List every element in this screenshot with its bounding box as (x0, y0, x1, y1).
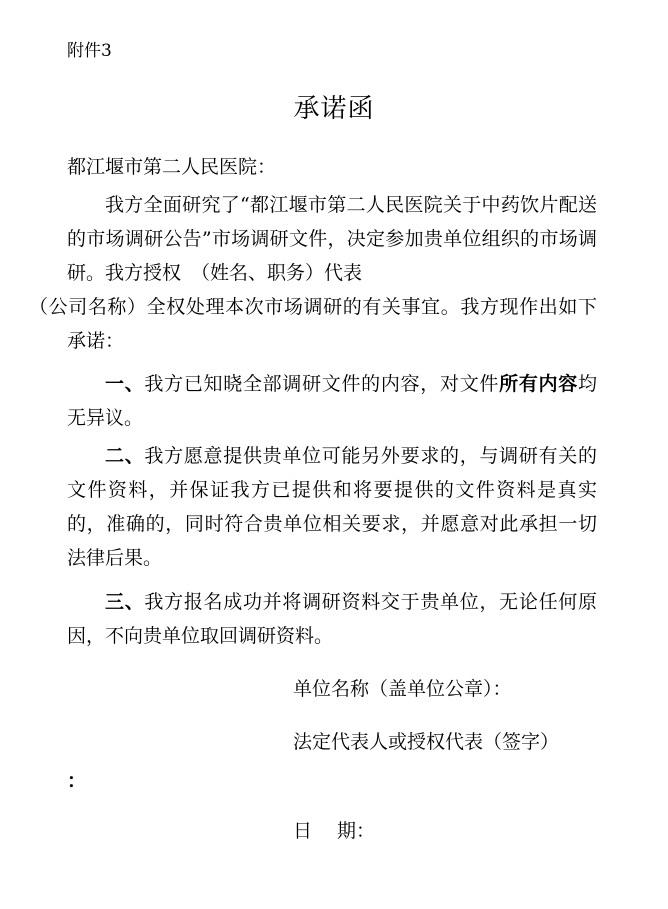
intro-text: 我方全面研究了“都江堰市第二人民医院关于中药饮片配送的市场调研公告”市场调研文件，决定参加贵单位组织的市场调研。我方授权 (67, 194, 597, 284)
commitment-number: 三、 (105, 591, 145, 613)
commitment-item (67, 439, 597, 575)
intro-paragraph (29, 188, 597, 358)
salutation: 都江堰市第二人民医院： (67, 156, 277, 178)
commitment-item (67, 367, 597, 435)
commitment-emphasis: 所有内容 (499, 373, 578, 395)
signature-colon: ： (67, 770, 87, 792)
commitment-text-end: 均无异议。 (67, 373, 597, 429)
representative-signature-label: 法定代表人或授权代表（签字） (293, 731, 560, 753)
date-field-label: 日 期： (293, 820, 376, 842)
document-title: 承诺函 (293, 94, 375, 124)
commitment-text: 我方已知晓全部调研文件的内容，对文件 (144, 373, 500, 395)
commitment-text: 我方愿意提供贵单位可能另外要求的，与调研有关的文件资料，并保证我方已提供和将要提供的文件资料是真实的，准确的，同时符合贵单位相关要求，并愿意对此承担一切法律后果。 (67, 445, 597, 569)
commitment-text: 我方报名成功并将调研资料交于贵单位，无论任何原因，不向贵单位取回调研资料。 (67, 591, 597, 647)
commitment-number: 二、 (105, 445, 145, 467)
attachment-label: 附件3 (67, 41, 112, 61)
unit-name-field-label: 单位名称（盖单位公章）： (293, 678, 512, 700)
company-placeholder: （公司名称）全权处理本次市场调研的有关事宜。我方现作出如下承诺： (29, 296, 597, 352)
commitment-number: 一、 (105, 373, 145, 395)
commitment-item (67, 585, 597, 653)
name-placeholder: （姓名、职务）代表 (191, 262, 363, 284)
